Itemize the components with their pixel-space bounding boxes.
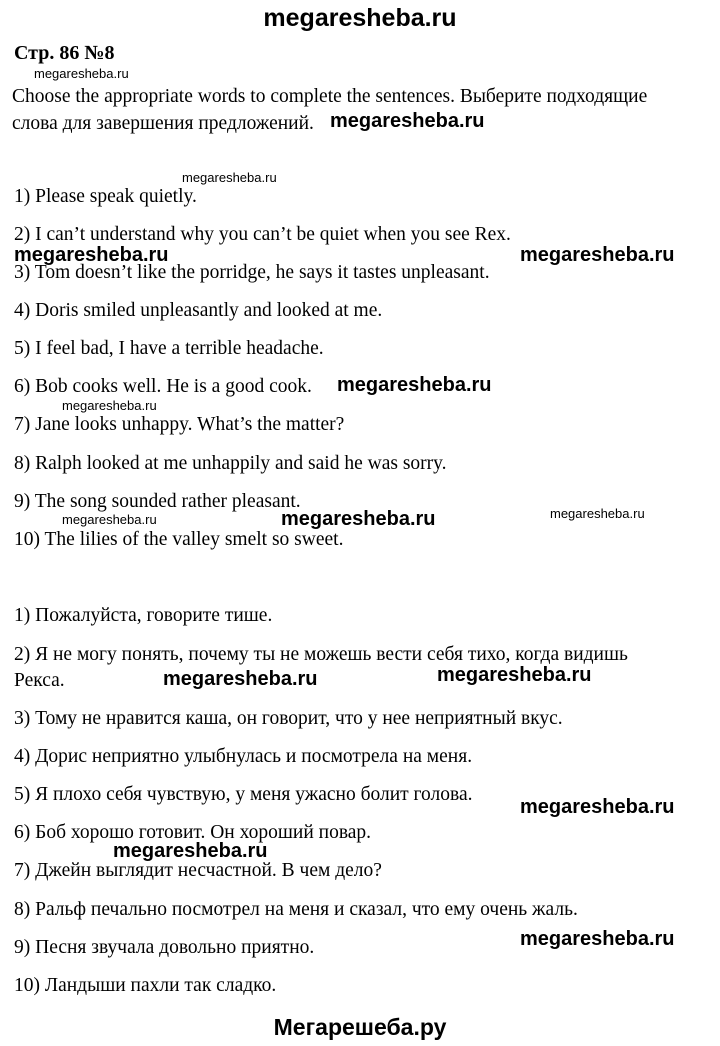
- site-header: megaresheba.ru: [263, 4, 457, 32]
- watermark: megaresheba.ru: [163, 668, 318, 690]
- russian-sentence-8: 8) Ральф печально посмотрел на меня и сказал, что ему очень жаль.: [14, 899, 578, 920]
- english-sentence-4: 4) Doris smiled unpleasantly and looked at me.: [14, 300, 383, 321]
- russian-sentence-5: 5) Я плохо себя чувствую, у меня ужасно болит голова.: [14, 784, 473, 805]
- english-sentence-2: 2) I can’t understand why you can’t be quiet when you see Rex.: [14, 224, 511, 245]
- english-sentence-6: 6) Bob cooks well. He is a good cook.: [14, 376, 312, 397]
- english-sentence-5: 5) I feel bad, I have a terrible headache.: [14, 338, 324, 359]
- watermark: megaresheba.ru: [113, 840, 268, 862]
- watermark: megaresheba.ru: [182, 170, 277, 185]
- page-heading: Стр. 86 №8: [14, 42, 115, 64]
- watermark: megaresheba.ru: [550, 506, 645, 521]
- watermark: megaresheba.ru: [520, 928, 675, 950]
- watermark: megaresheba.ru: [437, 664, 592, 686]
- english-sentence-10: 10) The lilies of the valley smelt so sweet.: [14, 529, 344, 550]
- english-sentence-8: 8) Ralph looked at me unhappily and said he was sorry.: [14, 453, 447, 474]
- english-sentence-3: 3) Tom doesn’t like the porridge, he says it tastes unpleasant.: [14, 262, 490, 283]
- russian-sentence-2: 2) Я не могу понять, почему ты не можешь вести себя тихо, когда видишь: [14, 644, 628, 665]
- russian-sentence-1: 1) Пожалуйста, говорите тише.: [14, 605, 273, 626]
- watermark: megaresheba.ru: [34, 66, 129, 81]
- watermark: megaresheba.ru: [337, 374, 492, 396]
- russian-sentence-3: 3) Тому не нравится каша, он говорит, что у нее неприятный вкус.: [14, 708, 563, 729]
- watermark: megaresheba.ru: [520, 796, 675, 818]
- instruction-line-2: слова для завершения предложений.: [12, 113, 314, 134]
- russian-sentence-4: 4) Дорис неприятно улыбнулась и посмотрела на меня.: [14, 746, 473, 767]
- instruction-line-1: Choose the appropriate words to complete the sentences. Выберите подходящие: [12, 86, 648, 107]
- site-footer: Мегарешеба.ру: [273, 1014, 447, 1040]
- watermark: megaresheba.ru: [281, 508, 436, 530]
- watermark: megaresheba.ru: [62, 512, 157, 527]
- russian-sentence-9: 9) Песня звучала довольно приятно.: [14, 937, 315, 958]
- watermark: megaresheba.ru: [14, 244, 169, 266]
- russian-sentence-2-continued: Рекса.: [14, 670, 65, 691]
- watermark: megaresheba.ru: [520, 244, 675, 266]
- russian-sentence-7: 7) Джейн выглядит несчастной. В чем дело?: [14, 860, 382, 881]
- english-sentence-9: 9) The song sounded rather pleasant.: [14, 491, 301, 512]
- watermark: megaresheba.ru: [330, 110, 485, 132]
- russian-sentence-6: 6) Боб хорошо готовит. Он хороший повар.: [14, 822, 372, 843]
- english-sentence-7: 7) Jane looks unhappy. What’s the matter?: [14, 414, 345, 435]
- russian-sentence-10: 10) Ландыши пахли так сладко.: [14, 975, 277, 996]
- english-sentence-1: 1) Please speak quietly.: [14, 186, 197, 207]
- watermark: megaresheba.ru: [62, 398, 157, 413]
